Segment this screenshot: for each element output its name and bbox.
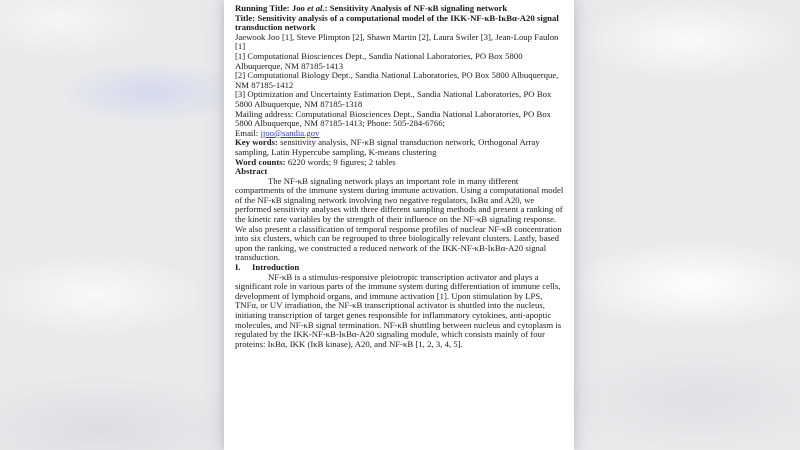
email-label: Email: <box>235 127 261 138</box>
authors-line: Jaewook Joo [1], Steve Plimpton [2], Shawn Martin [2], Laura Swiler [3], Jean-Loup Faulon [1] <box>235 31 559 52</box>
keywords-text: sensitivity analysis, NF-κB signal transduction network, Orthogonal Array sampling, Latin Hypercube sampling, K-means clustering <box>235 137 540 157</box>
word-counts-text: 6220 words; 9 figures; 2 tables <box>285 156 396 167</box>
keywords-line <box>235 138 564 157</box>
mailing-address-text: Mailing address: Computational Biosciences Dept., Sandia National Laboratories, PO Box 5800 Albuquerque, NM 87185-1413; Phone: 505-284-6766; <box>235 108 552 129</box>
word-counts-line <box>235 158 564 168</box>
affiliation-item: [2] Computational Biology Dept., Sandia National Laboratories, PO Box 5800 Albuquerque, NM 87185-1412 <box>235 70 559 90</box>
keywords-label: Key words: <box>235 137 278 148</box>
running-title-prefix: Running Title: Joo <box>235 3 308 13</box>
abstract-heading: Abstract <box>235 166 268 177</box>
abstract-text: The NF-κB signaling network plays an important role in many different compartments of the immune system during immune activation. Using a computational model of the NF-κB signaling network involving two negative regulators, IκBα and A20, we performed sensitivity analyses with three different sampling methods and present a ranking of the kinetic rate variables by the strength of their influence on the NF-κB signaling response. We also present a classification of temporal response profiles of nuclear NF-κB concentration into six clusters, which can be regrouped to three biologically relevant clusters. Lastly, based upon the ranking, we constructed a reduced network of the IKK-NF-κB-IκBα-A20 signal transduction. <box>235 175 564 263</box>
affiliation-item: [3] Optimization and Uncertainty Estimation Dept., Sandia National Laboratories, PO Box 5800 Albuquerque, NM 87185-1318 <box>235 89 552 109</box>
affiliations-block <box>235 52 564 110</box>
paper-title: Title: Sensitivity analysis of a computational model of the IKK-NF-κB-IκBα-A20 signal transduction network <box>235 12 559 33</box>
word-counts-label: Word counts: <box>235 156 286 167</box>
running-title-suffix: : Sensitivity Analysis of NF-κB signaling network <box>324 3 508 13</box>
introduction-text: NF-κB is a stimulus-responsive pleiotropic transcription activator and plays a significant role in various parts of the immune system during differentiation of immune cells, development of lymphoid organs, and immune activation [1]. Upon stimulation by LPS, TNFα, or UV irradiation, the NF-κB transcriptional activator is shuttled into the nucleus, initiating transcription of target genes responsible for inflammatory cytokines, anti-apoptic molecules, and NF-κB signal termination. NF-κB shuttling between nucleus and cytoplasm is regulated by the IKK-NF-κB-IκBα-A20 signaling module, which consists mainly of four proteins: IκBα, IKK (IκB kinase), A20, and NF-κB [1, 2, 3, 4, 5]. <box>235 271 562 349</box>
mailing-address-block <box>235 110 564 139</box>
document-page <box>224 0 574 450</box>
introduction-numeral: I. <box>235 262 241 273</box>
introduction-heading-label: Introduction <box>252 262 300 273</box>
affiliation-item: [1] Computational Biosciences Dept., Sandia National Laboratories, PO Box 5800 Albuquerque, NM 87185-1413 <box>235 50 523 71</box>
running-title-etal: et al. <box>307 3 325 13</box>
email-link[interactable]: jjoo@sandia.gov <box>260 127 320 138</box>
